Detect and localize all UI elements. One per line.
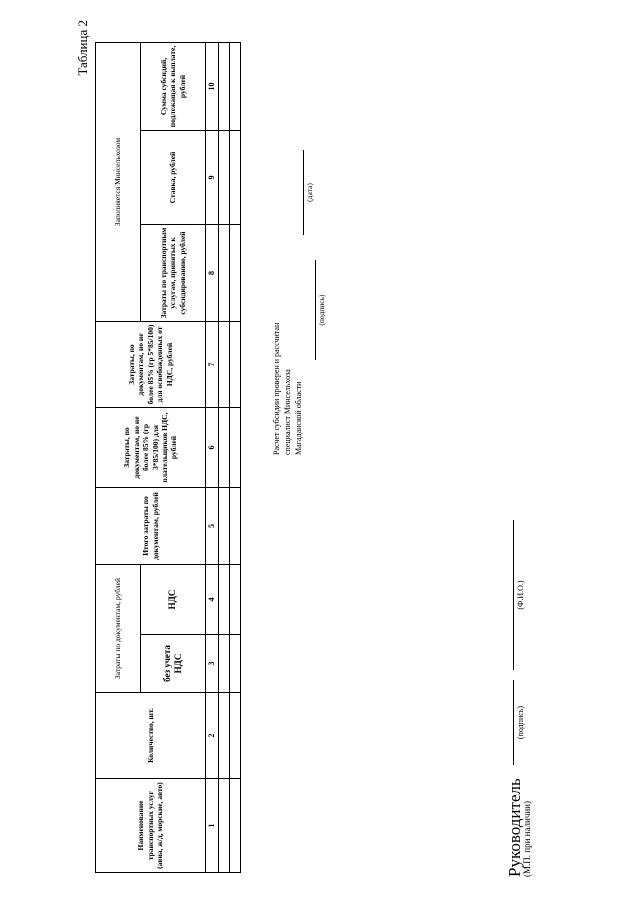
specialist-signature-line (315, 260, 316, 360)
table-caption: Таблица 2 (75, 20, 90, 76)
table-cell (230, 131, 241, 225)
header-subsidy-amount: Сумма субсидий, подлежащая к выплате, рублей (141, 42, 206, 130)
column-number: 6 (206, 408, 219, 488)
table-cell (219, 408, 230, 488)
table-cell (219, 488, 230, 565)
stamp-note: (М.П. при наличии) (522, 801, 532, 877)
column-number: 8 (206, 225, 219, 322)
column-number-row (206, 42, 219, 872)
subsidy-table (95, 42, 241, 873)
header-without-vat: без учета НДС (141, 635, 206, 693)
specialist-signature-hint: (подпись) (317, 294, 326, 326)
header-ministry-filled: Заполняется Минсельхозом (96, 42, 141, 321)
table-cell (219, 565, 230, 635)
column-number: 4 (206, 565, 219, 635)
column-number: 2 (206, 693, 219, 779)
table-cell (230, 565, 241, 635)
verification-line-2: специалист Минсельхоза (282, 369, 292, 455)
column-number: 3 (206, 635, 219, 693)
header-transport-services: Наименование транспортных услуг (авиа, ж/д, морские, авто) (96, 779, 206, 873)
table-cell (219, 42, 230, 130)
verification-line-3: Магаданской области (293, 381, 303, 455)
header-accepted-costs: Затраты по транспортным услугам, принятых к субсидированию, рублей (141, 225, 206, 322)
table-header-row (96, 42, 141, 872)
table-cell (230, 693, 241, 779)
header-costs-by-documents: Затраты по документам, рублей (96, 565, 141, 693)
table-row (219, 42, 230, 872)
column-number: 1 (206, 779, 219, 873)
header-vat: НДС (141, 565, 206, 635)
table-cell (219, 322, 230, 408)
header-rate: Ставка, рублей (141, 131, 206, 225)
header-quantity: Количество, шт. (96, 693, 206, 779)
manager-title: Руководитель (505, 778, 524, 877)
verification-block (272, 323, 304, 455)
header-costs-vat-payers: Затраты, по документам, но не более 85% (гр 3*85/100) для плательщиков НДС, рублей (96, 408, 206, 488)
table-cell (230, 635, 241, 693)
check-date-line (303, 150, 304, 235)
table-cell (230, 408, 241, 488)
column-number: 5 (206, 488, 219, 565)
table-cell (219, 635, 230, 693)
verification-line-1: Расчет субсидии проверен и рассчитан (272, 322, 281, 455)
table-cell (230, 42, 241, 130)
column-number: 9 (206, 131, 219, 225)
table-row (230, 42, 241, 872)
manager-signature-hint: (подпись) (516, 705, 525, 740)
table-cell (219, 131, 230, 225)
column-number: 7 (206, 322, 219, 408)
table-cell (230, 322, 241, 408)
check-date-hint: (дата) (305, 183, 314, 202)
table-cell (230, 779, 241, 873)
table-cell (219, 779, 230, 873)
manager-signature-line (513, 680, 514, 765)
header-costs-vat-exempt: Затраты, по документам, но не более 85% (гр 5*85/100) для освобожденных от НДС, рублей (96, 322, 206, 408)
manager-name-hint: (Ф.И.О.) (516, 580, 525, 610)
table-cell (219, 693, 230, 779)
header-total-costs: Итого затраты по документам, рублей (96, 488, 206, 565)
column-number: 10 (206, 42, 219, 130)
manager-name-line (513, 520, 514, 670)
table-cell (230, 225, 241, 322)
table-cell (219, 225, 230, 322)
table-cell (230, 488, 241, 565)
